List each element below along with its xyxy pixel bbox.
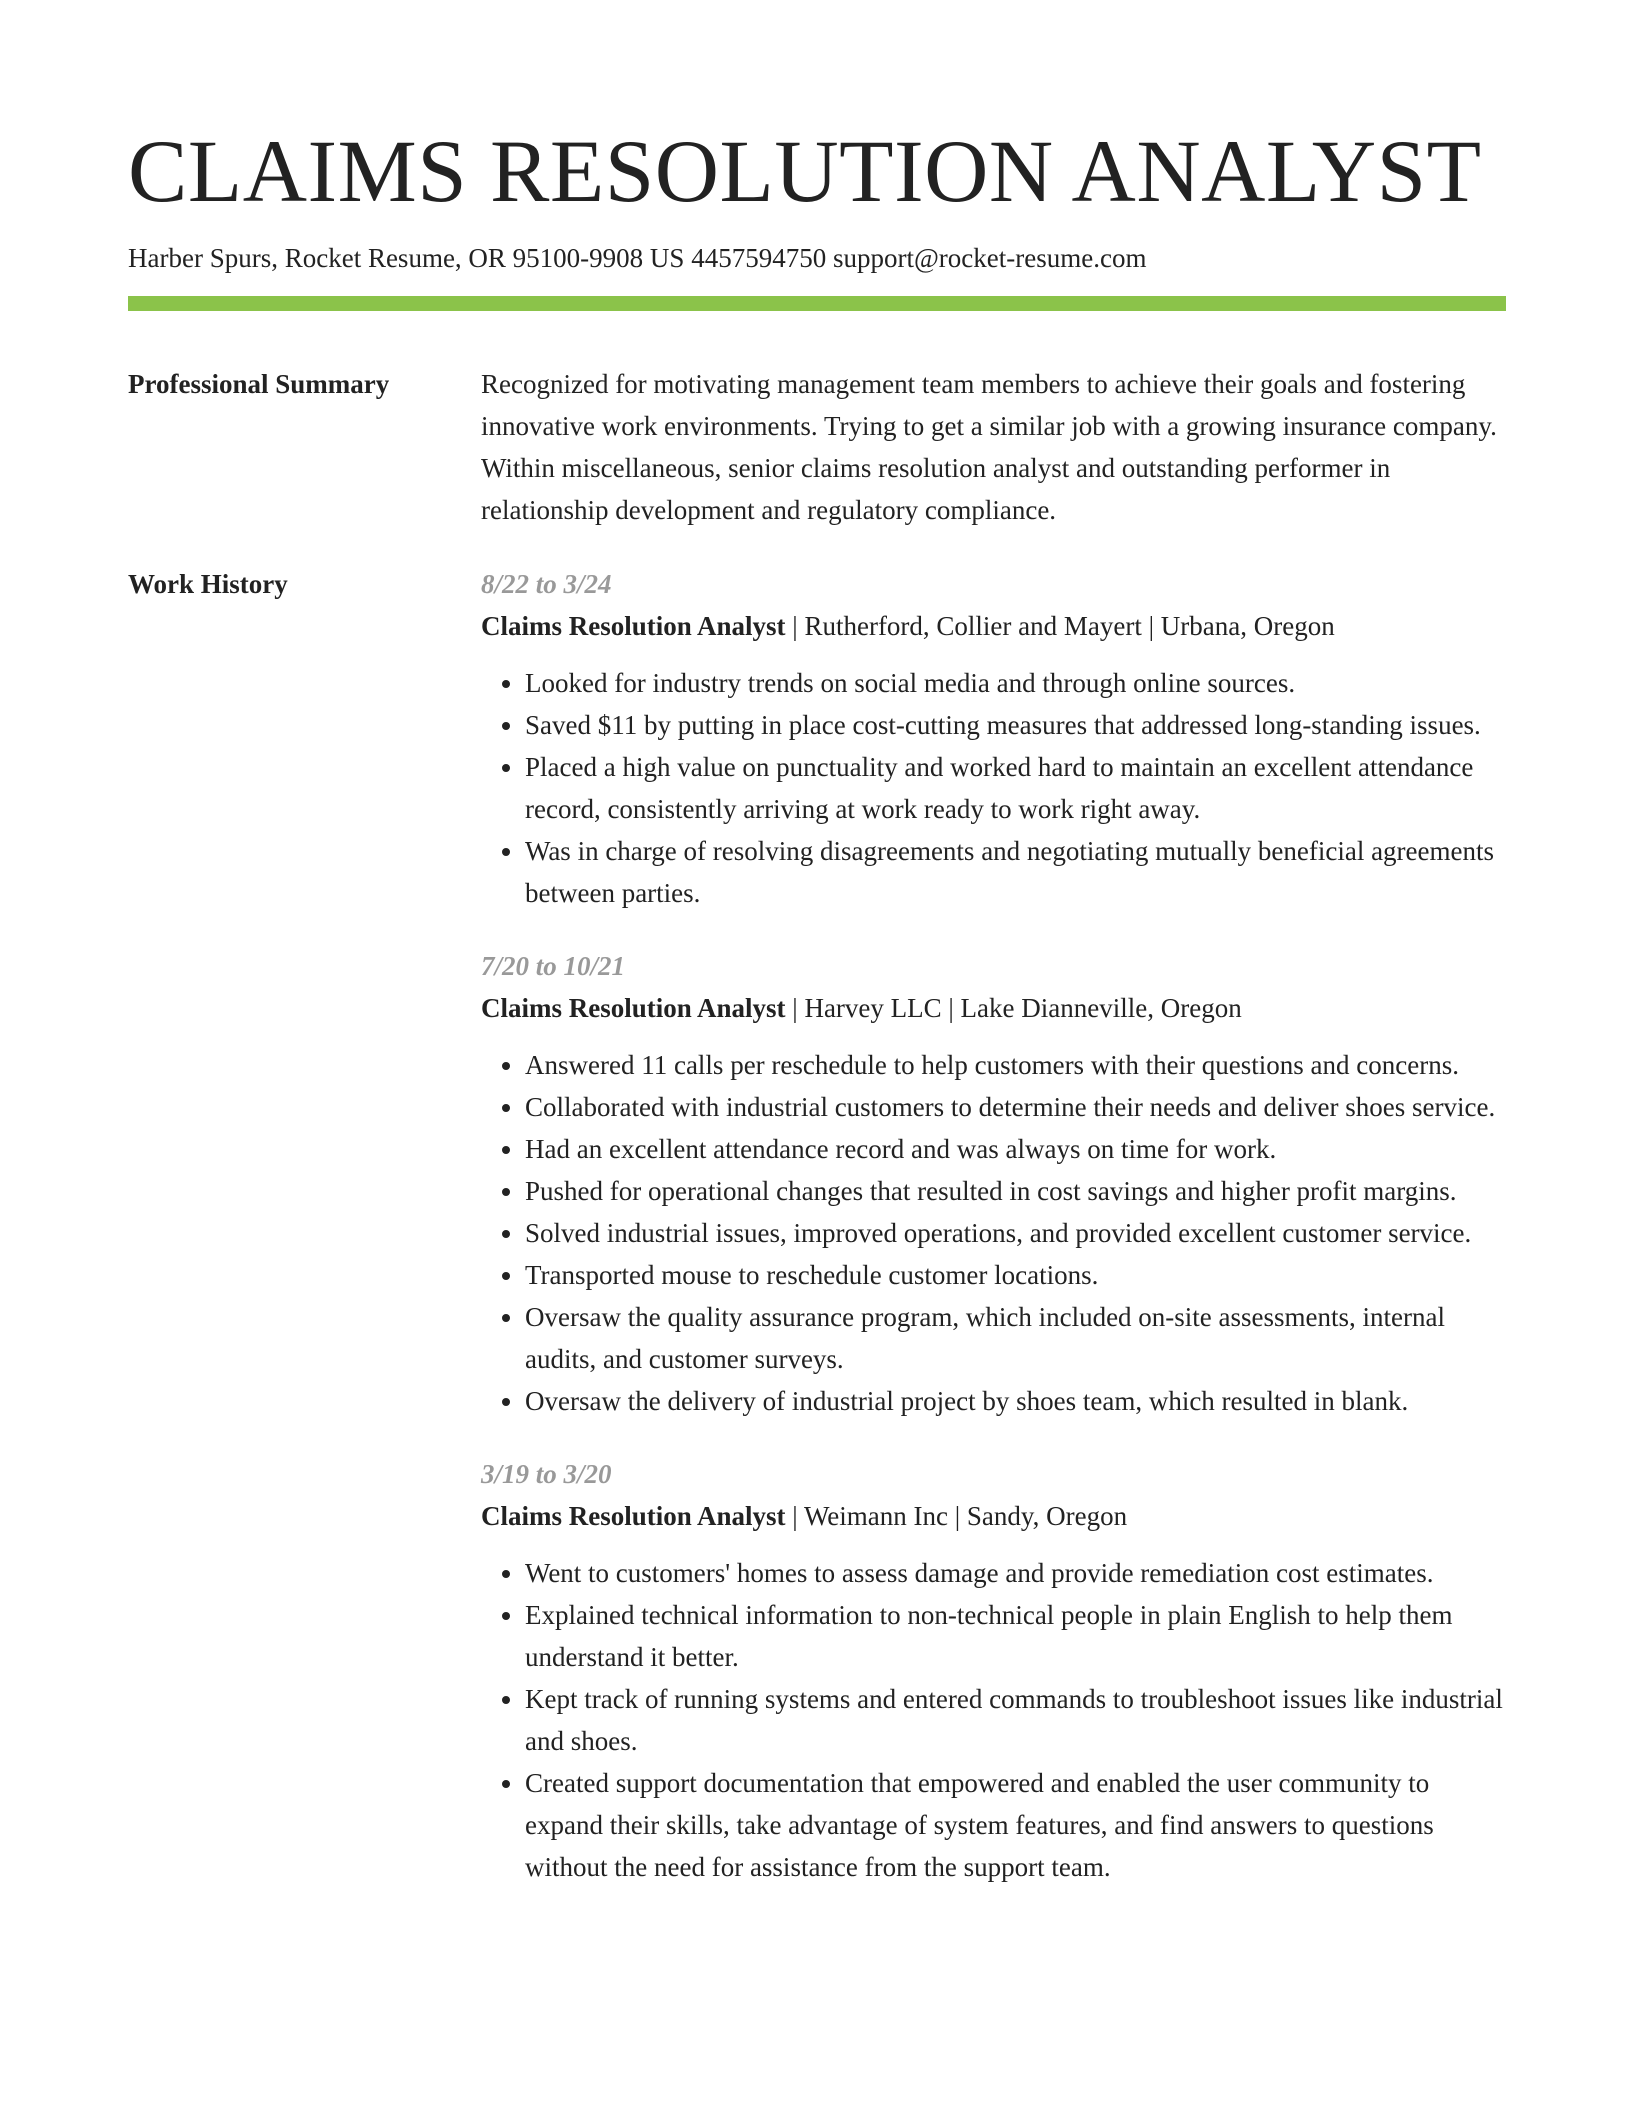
- summary-body: [481, 363, 1506, 531]
- professional-summary-section: [128, 363, 1506, 531]
- resume-page: [128, 0, 1506, 1919]
- job-bullet: • Oversaw the delivery of industrial project by shoes team, which resulted in blank.: [525, 1380, 1506, 1422]
- job-dates: 3/19 to 3/20: [481, 1459, 612, 1489]
- section-label-summary: Professional Summary: [128, 369, 390, 399]
- summary-text: Recognized for motivating management team members to achieve their goals and fostering innovative work environments. Trying to get a similar job with a growing insurance company. Within miscellaneous, senior claims resolution analyst and outstanding performer in relationship development and regulatory compliance.: [481, 369, 1497, 525]
- job-bullet-list: [481, 1552, 1506, 1888]
- job-bullet: • Transported mouse to reschedule customer locations.: [525, 1254, 1506, 1296]
- job-role: Claims Resolution Analyst: [481, 1501, 786, 1531]
- job-bullet: • Placed a high value on punctuality and worked hard to maintain an excellent attendance record, consistently arriving at work ready to work right away.: [525, 746, 1506, 830]
- job-title-line: [481, 605, 1506, 647]
- job-role: Claims Resolution Analyst: [481, 611, 786, 641]
- job-bullet: • Kept track of running systems and entered commands to troubleshoot issues like industrial and shoes.: [525, 1678, 1506, 1762]
- job-bullet-list: [481, 1044, 1506, 1422]
- job-bullet: • Solved industrial issues, improved operations, and provided excellent customer service.: [525, 1212, 1506, 1254]
- job-role: Claims Resolution Analyst: [481, 993, 786, 1023]
- work-history-body: [481, 563, 1506, 1919]
- resume-name: CLAIMS RESOLUTION ANALYST: [128, 123, 1482, 221]
- header-divider: [128, 296, 1506, 311]
- job-bullet: • Had an excellent attendance record and was always on time for work.: [525, 1128, 1506, 1170]
- job-bullet: • Saved $11 by putting in place cost-cutting measures that addressed long-standing issues.: [525, 704, 1506, 746]
- job-bullet: • Was in charge of resolving disagreements and negotiating mutually beneficial agreements between parties.: [525, 830, 1506, 914]
- job-entry: [481, 563, 1506, 914]
- job-bullet: • Collaborated with industrial customers to determine their needs and deliver shoes service.: [525, 1086, 1506, 1128]
- job-bullet: • Oversaw the quality assurance program, which included on-site assessments, internal audits, and customer surveys.: [525, 1296, 1506, 1380]
- job-bullet: • Pushed for operational changes that resulted in cost savings and higher profit margins.: [525, 1170, 1506, 1212]
- job-bullet: • Looked for industry trends on social media and through online sources.: [525, 662, 1506, 704]
- job-employer-location: | Weimann Inc | Sandy, Oregon: [785, 1501, 1128, 1531]
- job-bullet-list: [481, 662, 1506, 914]
- job-title-line: [481, 987, 1506, 1029]
- job-dates: 8/22 to 3/24: [481, 569, 612, 599]
- section-label-work: Work History: [128, 569, 288, 599]
- job-bullet: • Explained technical information to non-technical people in plain English to help them understand it better.: [525, 1594, 1506, 1678]
- job-employer-location: | Rutherford, Collier and Mayert | Urbana, Oregon: [785, 611, 1335, 641]
- job-bullet: • Answered 11 calls per reschedule to help customers with their questions and concerns.: [525, 1044, 1506, 1086]
- job-entry: [481, 1453, 1506, 1888]
- job-dates: 7/20 to 10/21: [481, 951, 626, 981]
- work-history-section: [128, 563, 1506, 1919]
- job-bullet: • Created support documentation that empowered and enabled the user community to expand their skills, take advantage of system features, and find answers to questions without the need for assistance from the support team.: [525, 1762, 1506, 1888]
- job-employer-location: | Harvey LLC | Lake Dianneville, Oregon: [785, 993, 1242, 1023]
- job-title-line: [481, 1495, 1506, 1537]
- job-bullet: • Went to customers' homes to assess damage and provide remediation cost estimates.: [525, 1552, 1506, 1594]
- contact-line: Harber Spurs, Rocket Resume, OR 95100-9908 US 4457594750 support@rocket-resume.com: [128, 243, 1147, 273]
- job-entry: [481, 945, 1506, 1422]
